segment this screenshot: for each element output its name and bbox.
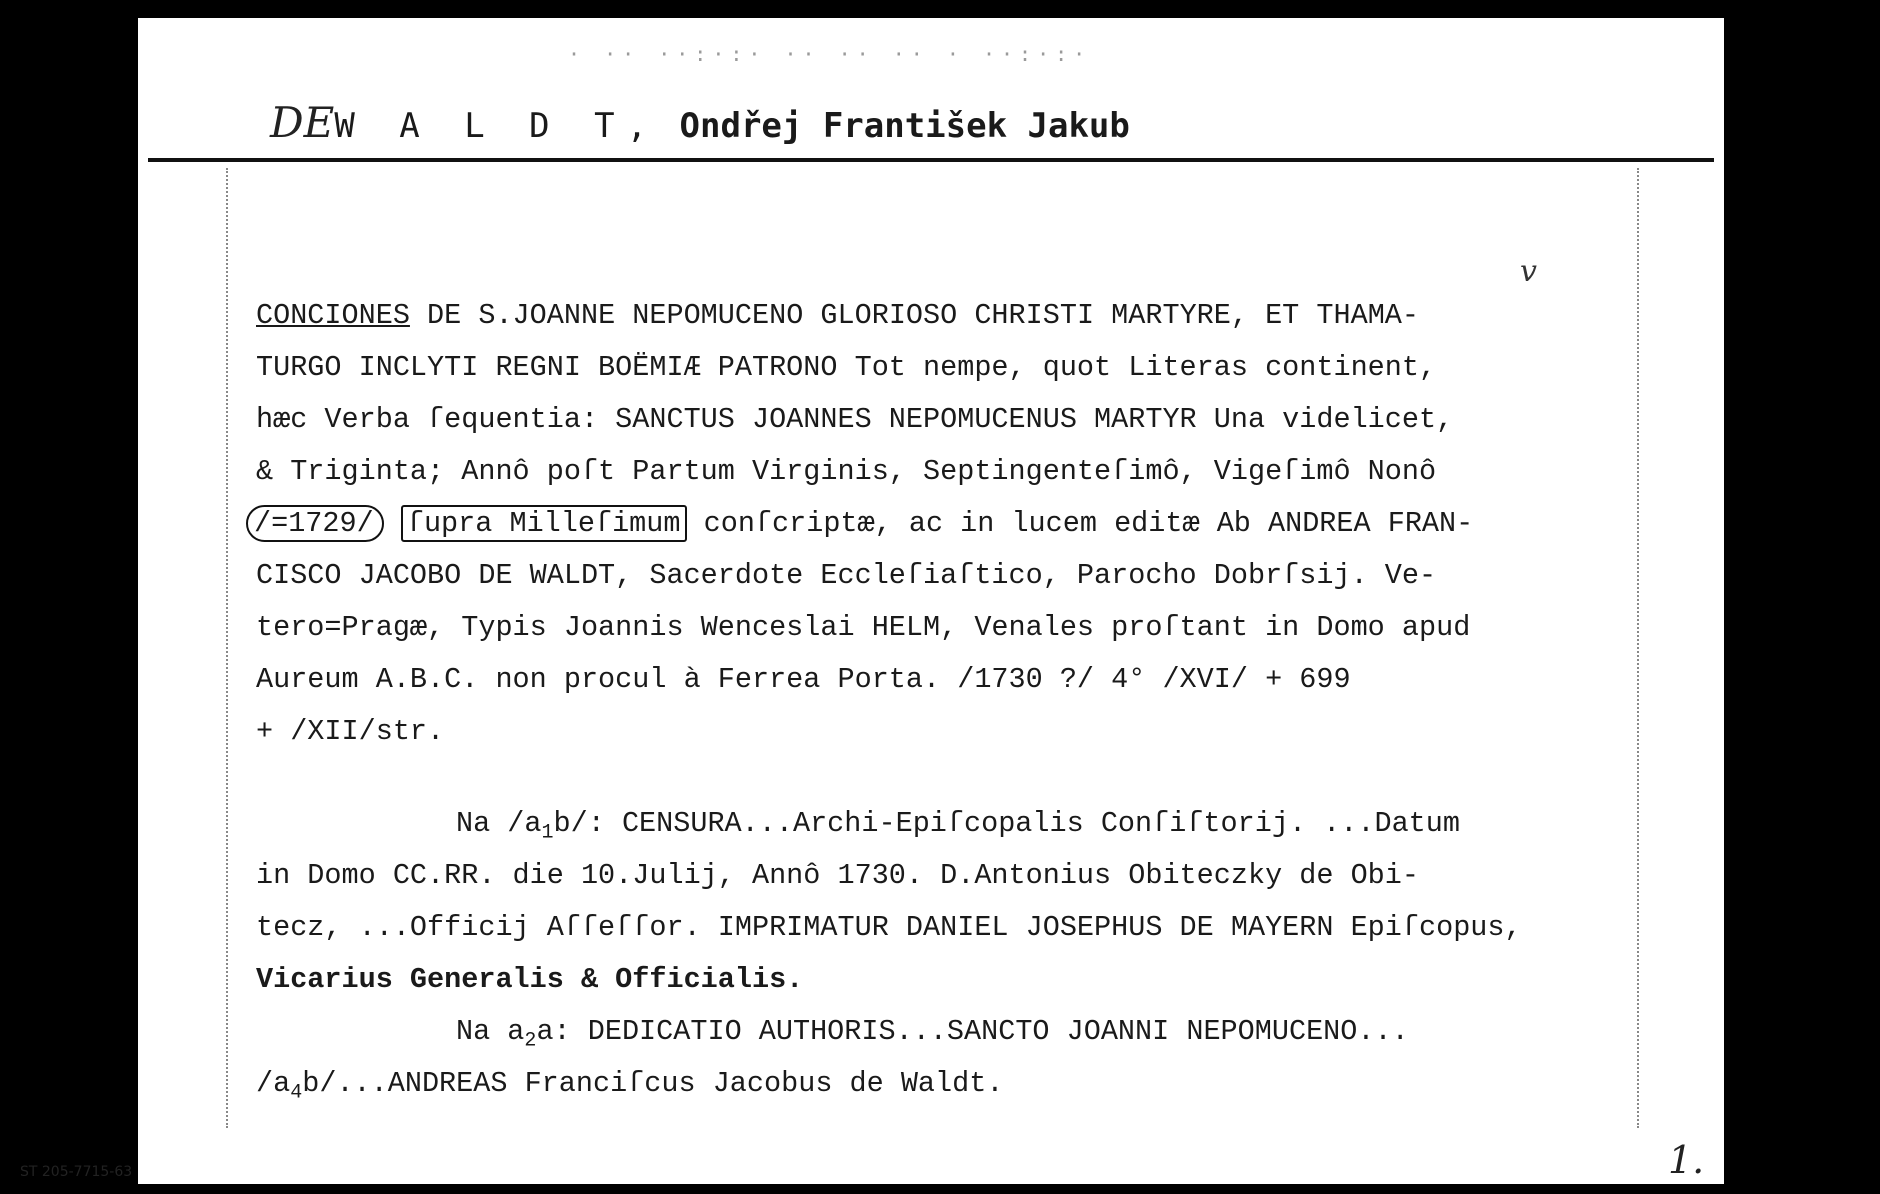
body-line: in Domo CC.RR. die 10.Julij, Annô 1730. D.Antonius Obiteczky de Obi- (256, 859, 1419, 892)
underlined-title-word: CONCIONES (256, 299, 410, 332)
body-text-span: DE S.JOANNE NEPOMUCENO GLORIOSO CHRISTI MARTYRE, ET THAMA- (409, 299, 1420, 332)
body-line-bold: Vicarius Generalis & Officialis. (256, 963, 804, 996)
body-text-span: /a (256, 1067, 291, 1100)
header-given-names: Ondřej František Jakub (679, 106, 1130, 146)
catalog-card (138, 18, 1724, 1184)
header-initial: DE (270, 98, 335, 147)
body-text-span: b/: CENSURA...Archi-Epiſcopalis Conſiſtorij. ...Datum (553, 807, 1460, 840)
body-line: Aureum A.B.C. non procul à Ferrea Porta. /1730 ?/ 4° /XVI/ + 699 (256, 663, 1351, 696)
body-text-span: conſcriptæ, ac in lucem editæ Ab ANDREA FRAN- (703, 507, 1474, 540)
circled-year: /=1729/ (246, 505, 384, 542)
left-margin-line (226, 168, 228, 1128)
body-line: & Triginta; Annô poſt Partum Virginis, Septingenteſimô, Vigeſimô Nonô (256, 455, 1437, 488)
body-line (256, 1058, 1716, 1110)
card-header (270, 98, 1130, 147)
faded-typing: · ·· ··:·:· ·· ·· ·· · ··:·:· (568, 42, 1092, 66)
paragraph-gap (256, 758, 1716, 798)
body-line (256, 498, 1716, 550)
body-text-span: Na /a (456, 807, 542, 840)
body-line: TURGO INCLYTI REGNI BOËMIÆ PATRONO Tot nempe, quot Literas continent, (256, 351, 1437, 384)
body-line: CISCO JACOBO DE WALDT, Sacerdote Eccleſiaſtico, Parocho Dobrſsij. Ve- (256, 559, 1437, 592)
body-line: tecz, ...Officij Aſſeſſor. IMPRIMATUR DANIEL JOSEPHUS DE MAYERN Epiſcopus, (256, 911, 1522, 944)
body-line: hæc Verba ſequentia: SANCTUS JOANNES NEPOMUCENUS MARTYR Una videlicet, (256, 403, 1454, 436)
boxed-phrase: ſupra Milleſimum (401, 505, 687, 542)
handwritten-page-number: 1. (1668, 1138, 1705, 1182)
body-text-span: b/...ANDREAS Franciſcus Jacobus de Waldt. (302, 1067, 1004, 1100)
body-line: tero=Pragæ, Typis Joannis Wenceslai HELM, Venales proſtant in Domo apud (256, 611, 1471, 644)
body-text-span: Na a (456, 1015, 525, 1048)
body-line: + /XII/str. (256, 715, 445, 748)
subscript: 2 (524, 1029, 537, 1053)
subscript: 4 (290, 1081, 303, 1105)
subscript: 1 (541, 821, 554, 845)
body-text-span: a: DEDICATIO AUTHORIS...SANCTO JOANNI NEPOMUCENO... (536, 1015, 1409, 1048)
header-rule (148, 158, 1714, 162)
card-body (256, 290, 1716, 1110)
header-surname: W A L D T, (334, 106, 660, 146)
card-stamp: ST 205-7715-63 (20, 1164, 133, 1180)
body-line (256, 1006, 1716, 1058)
body-line (256, 798, 1716, 850)
body-line (256, 290, 1716, 342)
handwritten-v-annotation: v (1520, 254, 1537, 289)
